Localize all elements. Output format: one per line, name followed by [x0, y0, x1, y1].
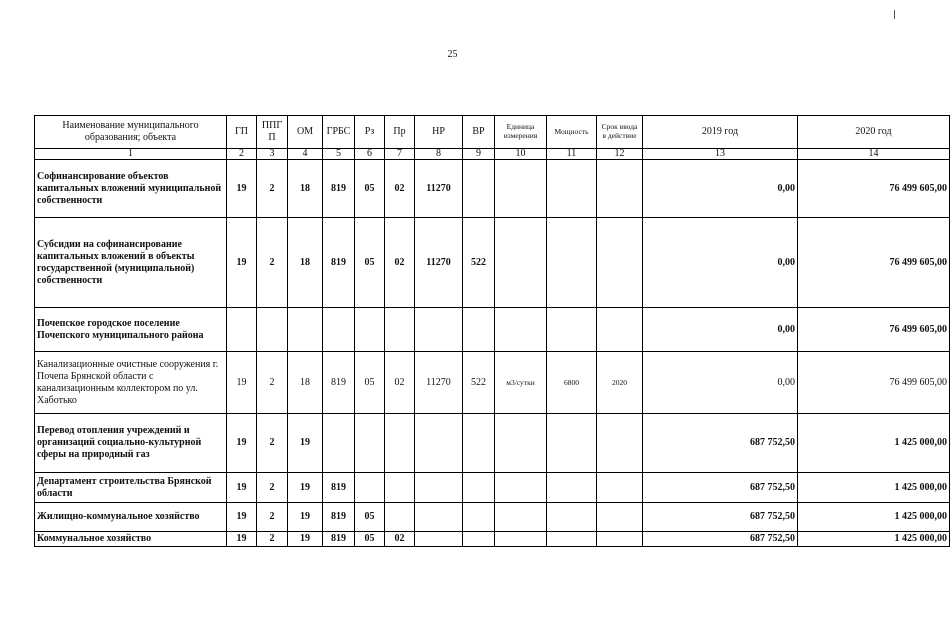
table-row	[35, 503, 950, 532]
cell-nr: 11270	[415, 352, 463, 414]
cell-unit	[495, 532, 547, 547]
cell-vr	[463, 532, 495, 547]
cell-om: 19	[288, 503, 323, 532]
cell-rz	[355, 414, 385, 473]
cell-vr	[463, 308, 495, 352]
cell-2019: 0,00	[643, 160, 798, 218]
column-number: 14	[798, 149, 950, 160]
cell-grbs: 819	[323, 352, 355, 414]
cell-2020: 1 425 000,00	[798, 473, 950, 503]
cell-nr	[415, 414, 463, 473]
cell-capacity	[547, 473, 597, 503]
cell-om: 18	[288, 218, 323, 308]
row-name: Канализационные очистные сооружения г. Почепа Брянской области с канализационным коллектором по ул. Хаботько	[35, 352, 227, 414]
cell-capacity	[547, 160, 597, 218]
cell-gp: 19	[227, 160, 257, 218]
column-number: 7	[385, 149, 415, 160]
cell-grbs: 819	[323, 218, 355, 308]
cell-vr	[463, 160, 495, 218]
column-number-row	[35, 149, 950, 160]
cell-ppgp: 2	[257, 160, 288, 218]
header-row	[35, 116, 950, 149]
cell-deadline	[597, 503, 643, 532]
cell-pr	[385, 308, 415, 352]
budget-table	[34, 115, 950, 547]
cell-grbs: 819	[323, 160, 355, 218]
cell-vr	[463, 503, 495, 532]
header-unit: Единица измерения	[495, 116, 547, 149]
cell-capacity	[547, 308, 597, 352]
cell-2020: 1 425 000,00	[798, 503, 950, 532]
row-name: Субсидии на софинансирование капитальных вложений в объекты государственной (муниципальной) собственности	[35, 218, 227, 308]
page-number: 25	[447, 49, 458, 60]
cell-unit	[495, 160, 547, 218]
cell-grbs	[323, 414, 355, 473]
table-row	[35, 473, 950, 503]
cell-rz: 05	[355, 218, 385, 308]
header-name: Наименование муниципального образования; объекта	[35, 116, 227, 149]
cell-vr	[463, 473, 495, 503]
header-pr: Пр	[385, 116, 415, 149]
cell-vr: 522	[463, 352, 495, 414]
column-number: 2	[227, 149, 257, 160]
cell-rz: 05	[355, 503, 385, 532]
column-number: 8	[415, 149, 463, 160]
row-name: Софинансирование объектов капитальных вложений муниципальной собственности	[35, 160, 227, 218]
cell-capacity	[547, 503, 597, 532]
cell-2020: 76 499 605,00	[798, 308, 950, 352]
cell-rz: 05	[355, 532, 385, 547]
cell-rz	[355, 473, 385, 503]
cell-rz	[355, 308, 385, 352]
table-row	[35, 352, 950, 414]
cell-unit	[495, 473, 547, 503]
cell-nr	[415, 503, 463, 532]
cell-pr: 02	[385, 218, 415, 308]
cell-deadline	[597, 532, 643, 547]
cell-ppgp: 2	[257, 473, 288, 503]
cell-2019: 687 752,50	[643, 414, 798, 473]
cell-om: 19	[288, 532, 323, 547]
cell-2019: 0,00	[643, 218, 798, 308]
cell-pr	[385, 503, 415, 532]
header-ppgp: ППГ П	[257, 116, 288, 149]
cell-deadline: 2020	[597, 352, 643, 414]
cell-nr: 11270	[415, 160, 463, 218]
cell-grbs	[323, 308, 355, 352]
cell-ppgp: 2	[257, 532, 288, 547]
cell-2019: 687 752,50	[643, 473, 798, 503]
cell-gp: 19	[227, 532, 257, 547]
cell-pr	[385, 414, 415, 473]
cell-pr: 02	[385, 352, 415, 414]
column-number: 1	[35, 149, 227, 160]
header-rz: Рз	[355, 116, 385, 149]
cell-2020: 76 499 605,00	[798, 160, 950, 218]
column-number: 3	[257, 149, 288, 160]
cell-2020: 1 425 000,00	[798, 532, 950, 547]
cell-capacity: 6800	[547, 352, 597, 414]
column-number: 13	[643, 149, 798, 160]
cell-deadline	[597, 414, 643, 473]
cell-unit	[495, 503, 547, 532]
cell-gp: 19	[227, 503, 257, 532]
cell-2019: 687 752,50	[643, 532, 798, 547]
header-gp: ГП	[227, 116, 257, 149]
cell-grbs: 819	[323, 532, 355, 547]
row-name: Коммунальное хозяйство	[35, 532, 227, 547]
cell-unit	[495, 308, 547, 352]
cell-ppgp: 2	[257, 352, 288, 414]
table-row	[35, 160, 950, 218]
cell-2020: 76 499 605,00	[798, 352, 950, 414]
table-row	[35, 308, 950, 352]
cell-ppgp: 2	[257, 414, 288, 473]
cell-nr	[415, 532, 463, 547]
cell-nr	[415, 308, 463, 352]
column-number: 5	[323, 149, 355, 160]
cell-rz: 05	[355, 160, 385, 218]
cell-deadline	[597, 473, 643, 503]
cell-gp: 19	[227, 352, 257, 414]
header-capacity: Мощность	[547, 116, 597, 149]
header-grbs: ГРБС	[323, 116, 355, 149]
row-name: Перевод отопления учреждений и организаций социально-культурной сферы на природный газ	[35, 414, 227, 473]
cell-grbs: 819	[323, 503, 355, 532]
cell-vr	[463, 414, 495, 473]
cell-ppgp: 2	[257, 503, 288, 532]
cell-om: 18	[288, 160, 323, 218]
cell-2019: 0,00	[643, 308, 798, 352]
table-row	[35, 532, 950, 547]
cell-nr	[415, 473, 463, 503]
cell-2019: 0,00	[643, 352, 798, 414]
row-name: Департамент строительства Брянской области	[35, 473, 227, 503]
cell-gp: 19	[227, 414, 257, 473]
header-nr: НР	[415, 116, 463, 149]
cell-om	[288, 308, 323, 352]
cell-deadline	[597, 308, 643, 352]
row-name: Почепское городское поселение Почепского муниципального района	[35, 308, 227, 352]
cell-2019: 687 752,50	[643, 503, 798, 532]
cell-om: 18	[288, 352, 323, 414]
cell-2020: 1 425 000,00	[798, 414, 950, 473]
cell-pr: 02	[385, 160, 415, 218]
cell-nr: 11270	[415, 218, 463, 308]
cell-pr	[385, 473, 415, 503]
column-number: 4	[288, 149, 323, 160]
cell-gp: 19	[227, 473, 257, 503]
header-2019: 2019 год	[643, 116, 798, 149]
cell-gp	[227, 308, 257, 352]
header-2020: 2020 год	[798, 116, 950, 149]
header-om: ОМ	[288, 116, 323, 149]
table-row	[35, 218, 950, 308]
cell-gp: 19	[227, 218, 257, 308]
header-deadline: Срок ввода в действие	[597, 116, 643, 149]
column-number: 12	[597, 149, 643, 160]
column-number: 6	[355, 149, 385, 160]
corner-mark	[894, 10, 895, 19]
table-row	[35, 414, 950, 473]
cell-vr: 522	[463, 218, 495, 308]
cell-om: 19	[288, 414, 323, 473]
cell-rz: 05	[355, 352, 385, 414]
cell-capacity	[547, 218, 597, 308]
cell-capacity	[547, 414, 597, 473]
cell-unit: м3/сутки	[495, 352, 547, 414]
header-vr: ВР	[463, 116, 495, 149]
column-number: 10	[495, 149, 547, 160]
cell-ppgp	[257, 308, 288, 352]
column-number: 9	[463, 149, 495, 160]
row-name: Жилищно-коммунальное хозяйство	[35, 503, 227, 532]
cell-unit	[495, 414, 547, 473]
column-number: 11	[547, 149, 597, 160]
cell-pr: 02	[385, 532, 415, 547]
cell-grbs: 819	[323, 473, 355, 503]
cell-capacity	[547, 532, 597, 547]
cell-deadline	[597, 160, 643, 218]
cell-deadline	[597, 218, 643, 308]
cell-ppgp: 2	[257, 218, 288, 308]
cell-2020: 76 499 605,00	[798, 218, 950, 308]
cell-om: 19	[288, 473, 323, 503]
cell-unit	[495, 218, 547, 308]
